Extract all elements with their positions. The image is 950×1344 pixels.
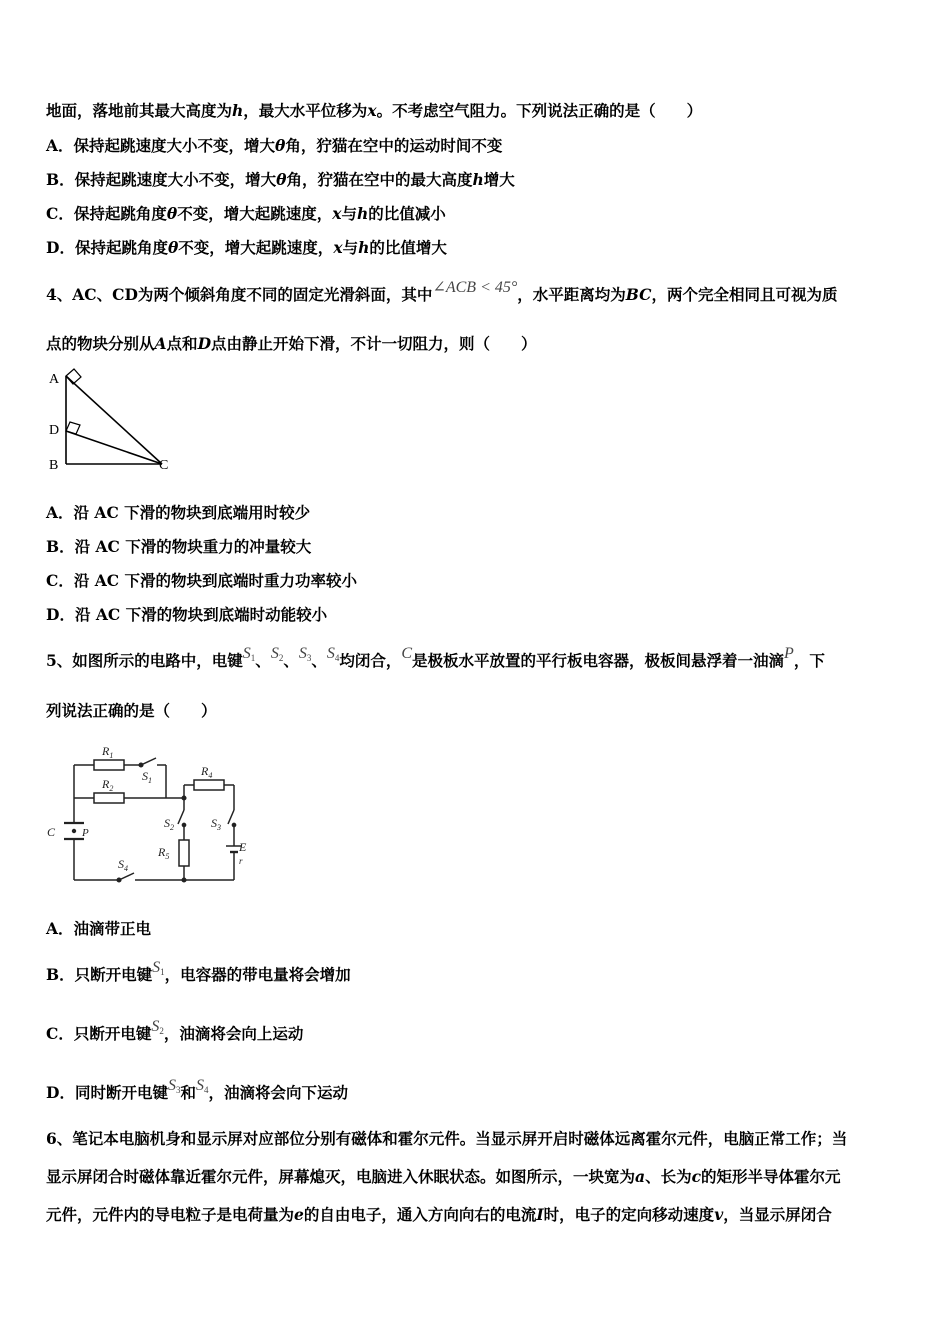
q4-option-d: D．沿 AC 下滑的物块到底端时动能较小 [46,605,328,624]
q4-option-c: C．沿 AC 下滑的物块到底端时重力功率较小 [46,571,357,590]
label-p: P [82,827,89,839]
block-at-a [66,369,81,384]
q4-stem-line2: 点的物块分别从A点和D点由静止开始下滑，不计一切阻力，则（ ） [46,334,537,353]
q5-stem-line2: 列说法正确的是（ ） [46,701,217,720]
q4-option-a: A．沿 AC 下滑的物块到底端用时较少 [46,503,311,522]
block-at-d [66,422,80,434]
q4-option-b: B．沿 AC 下滑的物块重力的冲量较大 [46,537,312,556]
label-s2: $S_2$ [164,816,174,832]
q3-option-d: D．保持起跳角度θ不变，增大起跳速度，x与h的比值增大 [46,238,447,257]
label-s3: $S_3$ [211,816,221,832]
resistor-r1 [94,760,124,770]
q5-stem-line1: 5、如图所示的电路中，电键S1、S2、S3、S4均闭合，C是极板水平放置的平行板电容器，极板间悬浮着一油滴P，下 [46,645,825,670]
resistor-r5 [179,840,189,866]
incline-ac [66,376,162,464]
label-c: C [159,458,169,473]
q5-option-a: A．油滴带正电 [46,919,152,938]
switch-s4 [119,873,134,880]
incline-figure [44,368,179,476]
angle-acb-formula: ∠ACB < 45° [432,279,518,296]
q3-stem-tail: 地面，落地前其最大高度为h，最大水平位移为x。不考虑空气阻力。下列说法正确的是（ ） [46,101,703,120]
label-r2: $R_2$ [102,777,114,793]
label-d: D [49,423,60,438]
circuit-figure [44,740,254,885]
resistor-r4 [194,780,224,790]
q6-stem-line2: 显示屏闭合时磁体靠近霍尔元件，屏幕熄灭，电脑进入休眠状态。如图所示，一块宽为a、长为c的矩形半导体霍尔元 [46,1167,841,1186]
q3-option-a: A．保持起跳速度大小不变，增大θ角，狞猫在空中的运动时间不变 [46,136,503,155]
label-r5: $R_5$ [158,845,170,861]
q3-option-c: C．保持起跳角度θ不变，增大起跳速度，x与h的比值减小 [46,204,446,223]
switch-s3 [228,810,234,824]
label-r-internal: r [239,856,243,866]
label-e: E [239,840,247,854]
q4-stem-line1: 4、AC、CD为两个倾斜角度不同的固定光滑斜面，其中∠ACB < 45°，水平距离均为BC，两个完全相同且可视为质 [46,279,838,304]
label-a: A [49,372,60,387]
oil-drop [72,829,76,833]
incline-dc [66,431,162,464]
q6-stem-line3: 元件，元件内的导电粒子是电荷量为e的自由电子，通入方向向右的电流I时，电子的定向移动速度v，当显示屏闭合 [46,1205,832,1224]
resistor-r2 [94,793,124,803]
q3-option-b: B．保持起跳速度大小不变，增大θ角，狞猫在空中的最大高度h增大 [46,170,515,189]
switch-s2 [178,810,184,824]
q5-option-c: C．只断开电键S2，油滴将会向上运动 [46,1018,304,1043]
q5-option-d: D．同时断开电键S3和S4，油滴将会向下运动 [46,1077,348,1102]
label-s1: $S_1$ [142,769,152,785]
label-r4: $R_4$ [201,764,213,780]
label-b: B [49,458,59,473]
label-s4: $S_4$ [118,857,128,873]
q6-stem-line1: 6、笔记本电脑机身和显示屏对应部位分别有磁体和霍尔元件。当显示屏开启时磁体远离霍尔元件，电脑正常工作；当 [46,1129,848,1148]
q5-option-b: B．只断开电键S1，电容器的带电量将会增加 [46,959,351,984]
label-r1: $R_1$ [102,744,114,760]
label-c: C [47,825,56,839]
switch-s1 [141,758,156,765]
